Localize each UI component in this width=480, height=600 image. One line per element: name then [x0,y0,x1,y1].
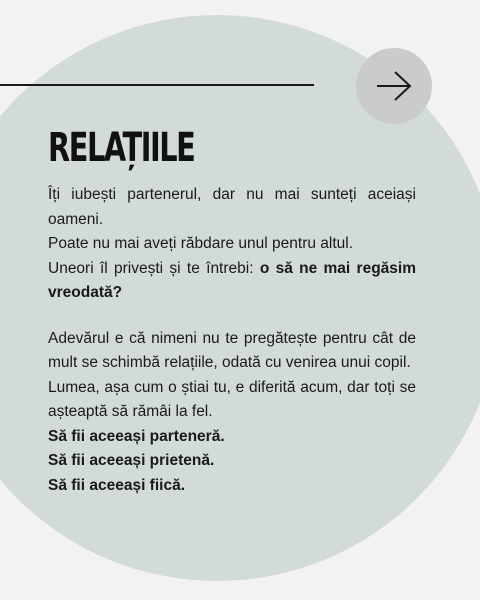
emphasis-text-3: Să fii aceeași fiică. [48,476,186,494]
arrow-right-icon [374,70,414,102]
paragraph-1-line-2: Poate nu mai aveți răbdare unul pentru altul. [48,235,354,252]
emphasis-line-1 [48,425,416,450]
paragraph-gap [48,306,416,327]
next-button[interactable] [356,48,432,124]
divider-line [0,84,314,86]
emphasis-text-1: Să fii aceeași parteneră. [48,427,225,445]
emphasis-text-2: Să fii aceeași prietenă. [48,452,215,469]
page-title: RELAȚIILE [48,125,195,171]
emphasis-line-3 [48,474,416,499]
body-text [48,183,416,498]
paragraph-1-line-1: Îți iubești partenerul, dar nu mai sunteți aceiași oameni. [48,186,416,228]
emphasis-line-2 [48,449,416,474]
question-intro: Uneori îl privești și te întrebi: [48,259,260,277]
paragraph-2-line-1: Adevărul e că nimeni nu te pregătește pentru cât de mult se schimbă relațiile, odată cu venirea unui copil. [48,329,416,371]
paragraph-2-line-2: Lumea, așa cum o știai tu, e diferită acum, dar toți se așteaptă să rămâi la fel. [48,378,416,420]
question-bold: o să ne mai regăsim vreodată? [48,259,416,301]
paragraph-1-line-3 [48,257,416,306]
